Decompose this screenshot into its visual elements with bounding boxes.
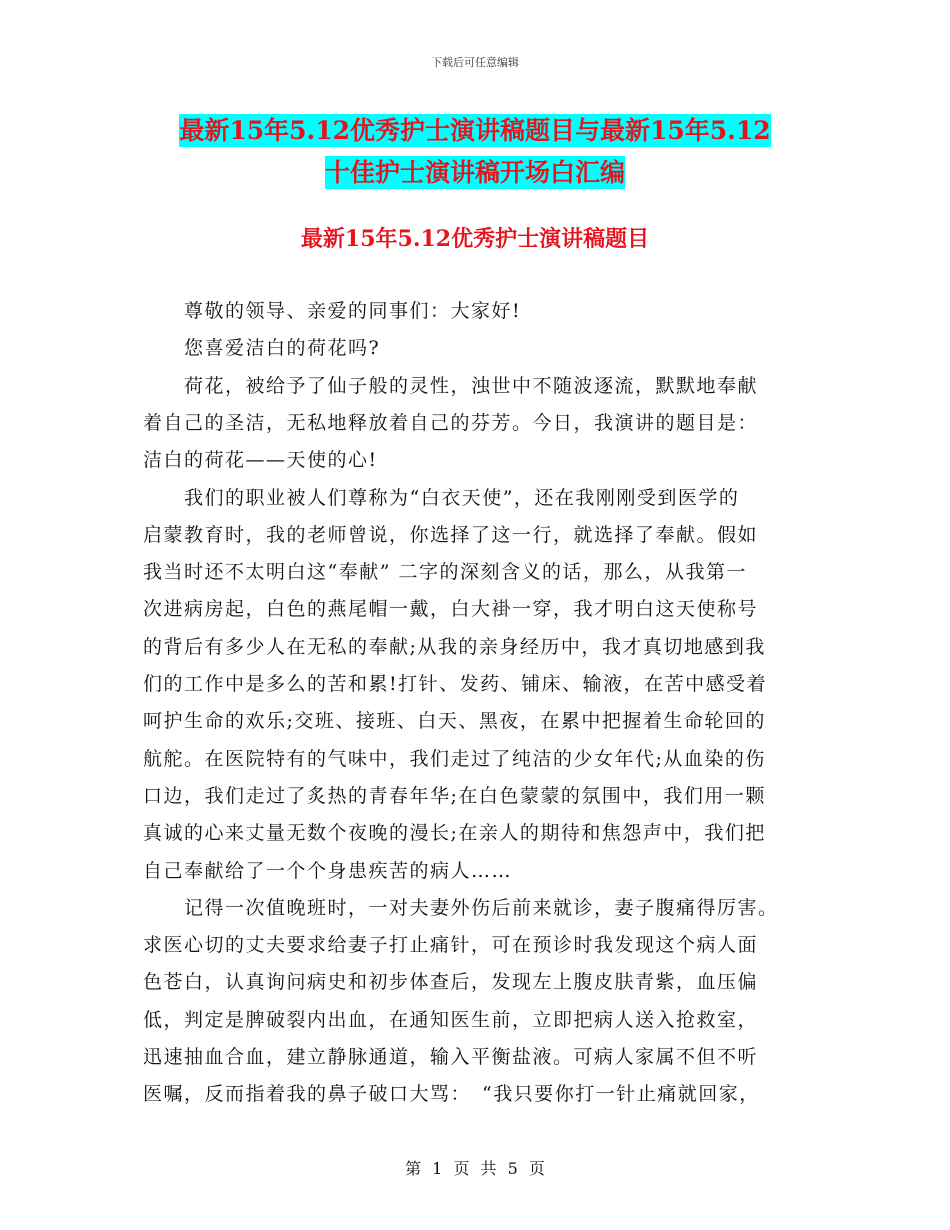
body-line: 迅速抽血合血，建立静脉通道，输入平衡盐液。可病人家属不但不听 <box>143 1046 759 1068</box>
body-line: 尊敬的领导、亲爱的同事们：大家好! <box>143 300 522 322</box>
body-line: 着自己的圣洁，无私地释放着自己的芬芳。今日，我演讲的题目是： <box>143 411 759 434</box>
body-line: 的背后有多少人在无私的奉献;从我的亲身经历中，我才真切地感到我 <box>143 635 766 658</box>
body-line: 求医心切的丈夫要求给妻子打止痛针，可在预诊时我发现这个病人面 <box>143 934 759 957</box>
body-line: 口边，我们走过了炙热的青春年华;在白色蒙蒙的氛围中，我们用一颗 <box>143 784 766 807</box>
document-title-line-1 <box>0 114 950 148</box>
page-header-note: 下载后可任意编辑 <box>431 56 519 69</box>
title-highlight-1: 最新15年5.12优秀护士演讲稿题目与最新15年5.12 <box>179 116 771 145</box>
body-line: 自己奉献给了一个个身患疾苦的病人…… <box>143 859 513 882</box>
page-footer: 第 1 页 共 5 页 <box>405 1159 545 1178</box>
body-line: 我们的职业被人们尊称为“白衣天使”，还在我刚刚受到医学的 <box>143 486 740 509</box>
body-line: 我当时还不太明白这“奉献” 二字的深刻含义的话，那么，从我第一 <box>143 561 747 584</box>
body-line: 医嘱，反而指着我的鼻子破口大骂： “我只要你打一针止痛就回家， <box>143 1083 760 1106</box>
body-line: 记得一次值晚班时，一对夫妻外伤后前来就诊，妻子腹痛得厉害。 <box>143 896 779 919</box>
body-line: 航舵。在医院特有的气味中，我们走过了纯洁的少女年代;从血染的伤 <box>143 747 766 770</box>
body-line: 呵护生命的欢乐;交班、接班、白天、黑夜，在累中把握着生命轮回的 <box>143 710 766 733</box>
body-line: 色苍白，认真询问病史和初步体查后，发现左上腹皮肤青紫，血压偏 <box>143 971 759 994</box>
body-line: 您喜爱洁白的荷花吗? <box>143 337 381 360</box>
body-line: 低，判定是脾破裂内出血，在通知医生前，立即把病人送入抢救室， <box>143 1008 759 1031</box>
body-line: 们的工作中是多么的苦和累!打针、发药、铺床、输液，在苦中感受着 <box>143 673 768 695</box>
title-highlight-2: 十佳护士演讲稿开场白汇编 <box>324 158 625 187</box>
body-line: 次进病房起，白色的燕尾帽一戴，白大褂一穿，我才明白这天使称号 <box>143 598 759 621</box>
body-line: 真诚的心来丈量无数个夜晚的漫长;在亲人的期待和焦怨声中，我们把 <box>143 822 766 845</box>
body-line: 启蒙教育时，我的老师曾说，你选择了这一行，就选择了奉献。假如 <box>143 523 759 546</box>
body-line: 洁白的荷花——天使的心! <box>143 449 378 472</box>
document-title-line-2 <box>0 156 950 190</box>
body-line: 荷花，被给予了仙子般的灵性，浊世中不随波逐流，默默地奉献 <box>143 374 759 397</box>
section-heading: 最新15年5.12优秀护士演讲稿题目 <box>300 226 650 252</box>
